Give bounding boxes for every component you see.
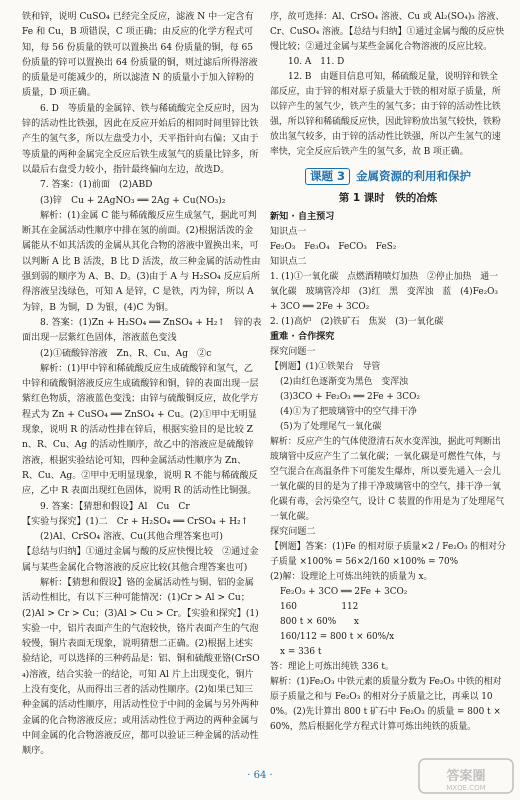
left-paragraph: 8. 答案：(1)Zn + H₂SO₄ ══ ZnSO₄ + H₂↑ 锌的表面出现一层紫红色固体，溶液蓝色变浅: [22, 317, 262, 344]
answers-continued: [270, 10, 506, 160]
right-bottom-paragraph: (2)解：设理论上可炼出纯铁的质量为 x。: [270, 572, 433, 582]
right-bottom-paragraph: Fe₂O₃ Fe₃O₄ FeCO₃ FeS₂: [270, 242, 397, 252]
left-paragraph: 9. 答案：【猜想和假设】Al Cu Cr: [40, 501, 190, 512]
right-bottom-paragraph: 知识点二: [270, 257, 307, 267]
period-title: 第 1 课时 铁的冶炼: [338, 192, 438, 204]
right-bottom-paragraph: 重难 · 合作探究: [270, 332, 335, 342]
svg-text:答案圈: 答案圈: [446, 769, 486, 784]
right-top-paragraph: 序，故可选择：Al、CrSO₄ 溶液、Cu 或 Al₂(SO₄)₃ 溶液、Cr、CuSO₄ 溶液。【总结与归纳】①通过金属与酸的反应快慢比较；②通过金属与某些金属化合物溶液的反应比较。: [270, 12, 505, 52]
left-paragraph: 6. D 等质量的金属锌、铁与稀硫酸完全反应时，因为锌的活动性比铁强，因此在反应开始后的相同时间里锌比铁产生的氢气多，所以左盘受力小，天平指针向右偏；又由于等质量的两种金属完全反应后铁生成氢气的质量比锌多，所以最后右盘受力较小，指针最终偏向左边，故选D。: [22, 103, 259, 175]
right-bottom-paragraph: 答：理论上可炼出纯铁 336 t。: [270, 662, 394, 672]
left-paragraph: 铁和锌，说明 CuSO₄ 已经完全反应，滤液 N 中一定含有 Fe 和 Cu，B 项错误，C 项正确；由反应的化学方程式可知，每 56 份质量的铁可以置换出 64 份质量的铜，每 65 份质量的锌可以置换出 64 份质量的铜，则过滤后所得溶液的质量是可能减少的，所以滤渣 N 的质量小于加入锌粉的质量，D 项正确。: [22, 12, 258, 99]
right-bottom-paragraph: x = 336 t: [280, 647, 322, 657]
right-top-paragraph: 12. B 由题目信息可知，稀硫酸足量，说明锌和铁全部反应，由于锌的相对原子质量大于铁的相对原子质量，所以锌产生的氢气少，铁产生的氢气多；由于锌的活动性比铁强，所以锌和稀硫酸反应快，因此锌粉放出氢气较快，铁粉放出氢气较多，由于锌的活动性比铁强，所以产生氢气的速率快，完全反应后铁产生的氢气多，故 B 项正确。: [270, 72, 501, 157]
right-bottom-paragraph: 【例题】(1)①铁架台 导管: [270, 362, 381, 372]
left-paragraph: (3)锌 Cu + 2AgNO₃ ══ 2Ag + Cu(NO₃)₂: [40, 195, 226, 206]
right-bottom-paragraph: Fe₂O₃ + 3CO ══ 2Fe + 3CO₂: [280, 587, 408, 597]
left-paragraph: 【总结与归纳】①通过金属与酸的反应快慢比较 ②通过金属与某些金属化合物溶液的反应比较(其他合理答案也可): [22, 547, 259, 573]
left-paragraph: (2)Al、CrSO₄ 溶液、Cu(其他合理答案也可): [40, 532, 223, 543]
page-number: · 64 ·: [247, 770, 273, 781]
left-paragraph: 解析：(1)金属 C 能与稀硫酸反应生成氢气，据此可判断其在金属活动性顺序中排在氢的前面。(2)根据活泼的金属能从不如其活泼的金属从其化合物的溶液中置换出来，可以判断 A 比 B 活泼，B 比 D 活泼，故三种金属的活动性由强到弱的顺序为 A、B、D。(3)由于 A 与 H₂SO₄ 反应后所得溶液呈浅绿色，可知 A 是锌，C 是铁，丙为锌，所以 A 为锌，B 为铜，D 为银，(4)C 为铜。: [22, 210, 261, 313]
left-paragraph: 7. 答案：(1)前面 (2)ABD: [40, 180, 153, 191]
right-bottom-paragraph: 知识点一: [270, 227, 307, 237]
right-bottom-paragraph: 160/112 = 800 t × 60%/x: [280, 632, 395, 642]
svg-text:MXQE.COM: MXQE.COM: [446, 784, 486, 792]
right-bottom-paragraph: (3)3CO + Fe₂O₃ ══ 2Fe + 3CO₂: [280, 392, 420, 402]
right-top-paragraph: 10. A 11. D: [288, 57, 345, 67]
right-bottom-paragraph: 160 112: [280, 602, 359, 612]
watermark-logo: [418, 758, 514, 794]
right-bottom-paragraph: 解析：反应产生的气体使澄清石灰水变浑浊，据此可判断出玻璃管中反应产生了二氧化碳；一氧化碳是可燃性气体，与空气混合在高温条件下可能发生爆炸，所以要先通入一会儿一氧化碳的目的是为了排干净玻璃管中的空气，排干净一氧化碳有毒，会污染空气，设计 C 装置的作用是为了处理尾气一氧化碳。: [270, 437, 505, 522]
right-bottom-paragraph: (2)由红色逐渐变为黑色 变浑浊: [280, 377, 408, 387]
right-bottom-paragraph: 解析：(1)Fe₂O₃ 中铁元素的质量分数为 Fe₂O₃ 中铁的相对原子质量之和与 Fe₂O₃ 的相对分子质量之比，再乘以 100%。(2)先计算出 800 t 矿石中 Fe₂O₃ 的质量 = 800 t × 60%，然后根据化学方程式计算可炼出纯铁的质量。: [270, 677, 502, 732]
left-paragraph: 解析：【猜想和假设】铬的金属活动性与铜、铝的金属活动性相比，有以下三种可能情况：(1)Cr > Al > Cu；(2)Al > Cr > Cu；(3)Al > Cu > Cr。【实验和探究】(1)实验一中，铝片表面产生的气泡较快，铬片表面产生的气泡较慢，铜片表面无现象，说明猜想二正确。(2)根据上述实验结论，可以选择的三种药品是：铝、铜和硫酸亚铬(CrSO₄)溶液，结合实验一的结论，可知 Al 片上出现变化，铜片上没有变化，从而得出三者的活动性顺序。(2)如果已知三种金属的活动性顺序，用活动性位于中间的金属与另外两种金属的化合物溶液反应；或用活动性位于两边的两种金属与中间金属的化合物溶液反应，都可以验证三种金属的活动性顺序。: [22, 577, 260, 757]
left-paragraph: (2)①硫酸锌溶液 Zn、R、Cu、Ag ②c: [40, 348, 212, 359]
lesson-title: 金属资源的利用和保护: [356, 169, 471, 183]
right-bottom-paragraph: 800 t × 60% x: [280, 617, 359, 627]
right-bottom-paragraph: 探究问题一: [270, 347, 316, 357]
right-bottom-paragraph: 新知 · 自主预习: [270, 212, 335, 222]
lesson-answers: [270, 210, 506, 735]
right-bottom-paragraph: 2. (1)高炉 (2)铁矿石 焦炭 (3)一氧化碳: [270, 317, 444, 327]
lesson-number: 课题 3: [305, 168, 350, 185]
right-bottom-paragraph: (4)①为了把玻璃管中的空气排干净: [280, 407, 417, 417]
left-paragraph: 解析：(1)甲中锌和稀硫酸反应生成硫酸锌和氢气，乙中锌和硫酸铜溶液反应生成硫酸锌和铜，锌的表面出现一层紫红色物质，溶液蓝色变浅；由锌与硫酸铜反应，故化学方程式为 Zn + CuSO₄ ══ ZnSO₄ + Cu。(2)①甲中无明显现象，说明 R 的活动性排在锌后，根据实验目的是比较 Zn、R、Cu、Ag 的活动性顺序，故乙中的溶液应是硫酸锌溶液，根据实验结论可知，四种金属活动性顺序为 Zn、R、Cu、Ag。②甲中无明显现象，说明 R 不能与稀硫酸反应，乙中 R 表面出现红色固体，说明 R 的活动性比铜强。: [22, 363, 259, 497]
right-column: [270, 10, 506, 735]
lesson-heading: [270, 168, 506, 185]
left-column: [22, 10, 262, 760]
right-bottom-paragraph: (5)为了处理尾气一氧化碳: [280, 422, 382, 432]
right-bottom-paragraph: 1. (1)①一氧化碳 点燃酒精喷灯加热 ②停止加热 通一氧化碳 玻璃管冷却 (3)红 黑 变浑浊 蓝 (4)Fe₂O₃ + 3CO ══ 2Fe + 3CO₂: [270, 272, 498, 312]
left-paragraph: 【实验与探究】(1)二 Cr + H₂SO₄ ══ CrSO₄ + H₂↑: [22, 516, 249, 527]
right-bottom-paragraph: 【例题】答案：(1)Fe 的相对原子质量×2 / Fe₂O₃ 的相对分子质量 ×100% = 56×2/160 ×100% = 70%: [270, 542, 506, 567]
right-bottom-paragraph: 探究问题二: [270, 527, 316, 537]
